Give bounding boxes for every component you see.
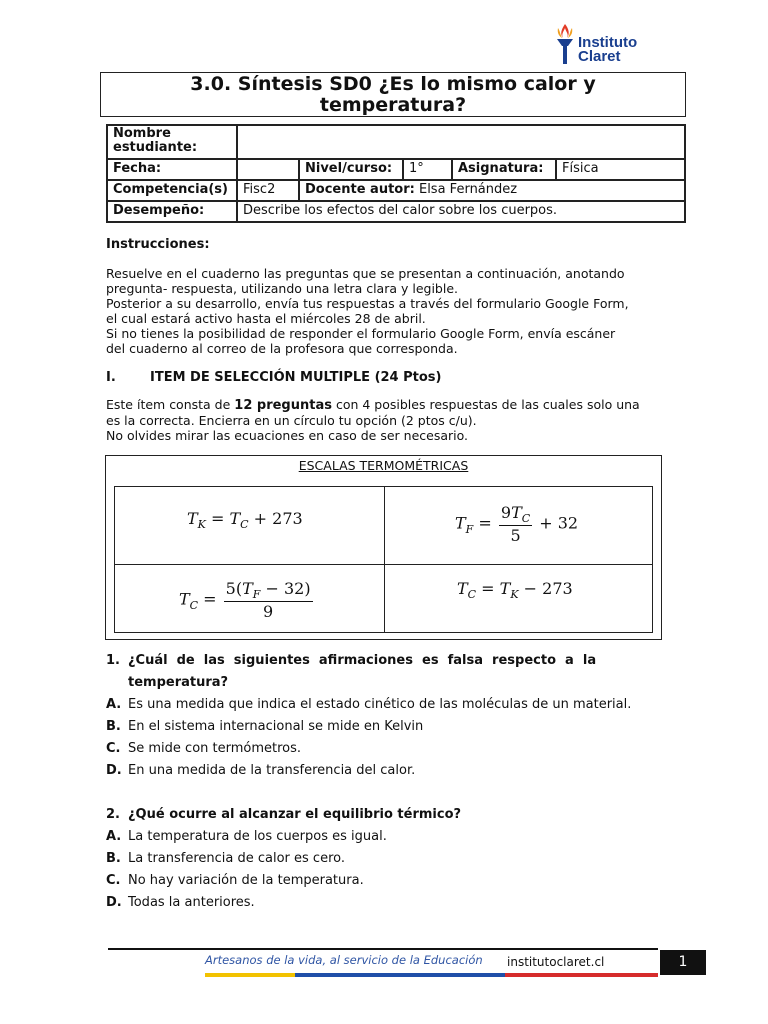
scales-title: ESCALAS TERMOMÉTRICAS	[298, 458, 469, 473]
equation-celsius-from-kelvin: $T_C = T_K - 273$	[457, 579, 573, 602]
title-line-1: 3.0. Síntesis SD0 ¿Es lo mismo calor y	[190, 73, 596, 95]
question-2-option-b[interactable]: B. La transferencia de calor es cero.	[106, 851, 345, 866]
nombre-field[interactable]	[237, 125, 685, 159]
instructions-heading: Instrucciones:	[106, 237, 210, 252]
instructions-line: Si no tienes la posibilidad de responder el formulario Google Form, envía escáner	[106, 326, 616, 341]
desempeno-value: Describe los efectos del calor sobre los cuerpos.	[237, 201, 685, 222]
competencia-label: Competencia(s)	[107, 180, 237, 201]
nivel-value: 1°	[403, 159, 452, 180]
footer-stripe-yellow	[205, 973, 295, 977]
equation-cell-celsius-from-k	[384, 564, 652, 632]
section-description	[106, 397, 640, 443]
desempeno-label: Desempeño:	[107, 201, 237, 222]
instructions-line: Posterior a su desarrollo, envía tus respuestas a través del formulario Google Form,	[106, 296, 629, 311]
thermometric-scales-box	[105, 455, 662, 640]
question-1-option-d[interactable]: D. En una medida de la transferencia del calor.	[106, 763, 416, 778]
question-1-option-a[interactable]: A. Es una medida que indica el estado cinético de las moléculas de un material.	[106, 697, 632, 712]
question-1-text-line2: temperatura?	[128, 675, 229, 690]
institute-logo	[548, 22, 668, 70]
competencia-value: Fisc2	[237, 180, 299, 201]
question-2-number: 2.	[106, 807, 120, 822]
footer-stripe-blue	[295, 973, 505, 977]
question-1-text-line1: ¿Cuál de las siguientes afirmaciones es falsa respecto a la	[128, 653, 597, 668]
equation-cell-kelvin	[115, 487, 384, 564]
equation-cell-celsius-from-f	[115, 564, 384, 632]
section-line: No olvides mirar las ecuaciones en caso de ser necesario.	[106, 428, 469, 443]
section-line: es la correcta. Encierra en un círculo tu opción (2 ptos c/u).	[106, 413, 477, 428]
equation-cell-fahrenheit	[384, 487, 652, 564]
instructions-body	[106, 266, 629, 356]
question-2-option-c[interactable]: C. No hay variación de la temperatura.	[106, 873, 364, 888]
fecha-label: Fecha:	[107, 159, 237, 180]
table-row	[107, 159, 685, 180]
footer-motto: Artesanos de la vida, al servicio de la Educación	[205, 953, 483, 967]
question-2-option-a[interactable]: A. La temperatura de los cuerpos es igual.	[106, 829, 387, 844]
question-2-text: ¿Qué ocurre al alcanzar el equilibrio térmico?	[128, 807, 462, 822]
instructions-line: del cuaderno al correo de la profesora que corresponda.	[106, 341, 458, 356]
footer-divider	[108, 948, 658, 950]
instructions-line: el cual estará activo hasta el miércoles 28 de abril.	[106, 311, 426, 326]
asignatura-label: Asignatura:	[452, 159, 556, 180]
equations-grid	[114, 486, 653, 633]
equation-kelvin: $T_K = T_C + 273$	[187, 509, 303, 532]
docente-value: Elsa Fernández	[418, 182, 518, 197]
title-line-2: temperatura?	[319, 94, 467, 116]
section-heading: ITEM DE SELECCIÓN MULTIPLE (24 Ptos)	[150, 370, 442, 385]
fecha-field[interactable]	[237, 159, 299, 180]
nivel-label: Nivel/curso:	[299, 159, 403, 180]
student-info-table	[106, 124, 686, 223]
docente-cell	[299, 180, 685, 201]
equation-celsius-from-fahrenheit: $T_C$ = $\frac{5(T_F - 32)}{9}$	[179, 579, 311, 622]
question-1-number: 1.	[106, 653, 120, 668]
footer-site[interactable]: institutoclaret.cl	[507, 955, 605, 969]
question-1-option-b[interactable]: B. En el sistema internacional se mide en Kelvin	[106, 719, 424, 734]
page-number: 1	[660, 950, 706, 975]
instructions-line: pregunta- respuesta, utilizando una letra clara y legible.	[106, 281, 458, 296]
instructions-line: Resuelve en el cuaderno las preguntas que se presentan a continuación, anotando	[106, 266, 625, 281]
logo-line-2: Claret	[578, 48, 621, 65]
section-line1-post: con 4 posibles respuestas de las cuales solo una	[331, 397, 640, 412]
section-line1-pre: Este ítem consta de	[106, 397, 235, 412]
asignatura-value: Física	[556, 159, 685, 180]
docente-label: Docente autor:	[305, 182, 415, 197]
question-2-option-d[interactable]: D. Todas la anteriores.	[106, 895, 255, 910]
question-1-option-c[interactable]: C. Se mide con termómetros.	[106, 741, 302, 756]
table-row	[107, 201, 685, 222]
section-numeral: I.	[106, 370, 116, 385]
torch-icon	[552, 22, 578, 66]
nombre-label: Nombre estudiante:	[107, 125, 237, 159]
logo-line-1: Instituto	[578, 34, 638, 51]
table-row	[107, 125, 685, 159]
section-line1-bold: 12 preguntas	[234, 398, 332, 413]
equation-fahrenheit: $T_F$ = $\frac{9T_C}{5}$ + 32	[455, 503, 579, 546]
footer-stripe-red	[505, 973, 658, 977]
title-box	[100, 72, 686, 117]
table-row	[107, 180, 685, 201]
